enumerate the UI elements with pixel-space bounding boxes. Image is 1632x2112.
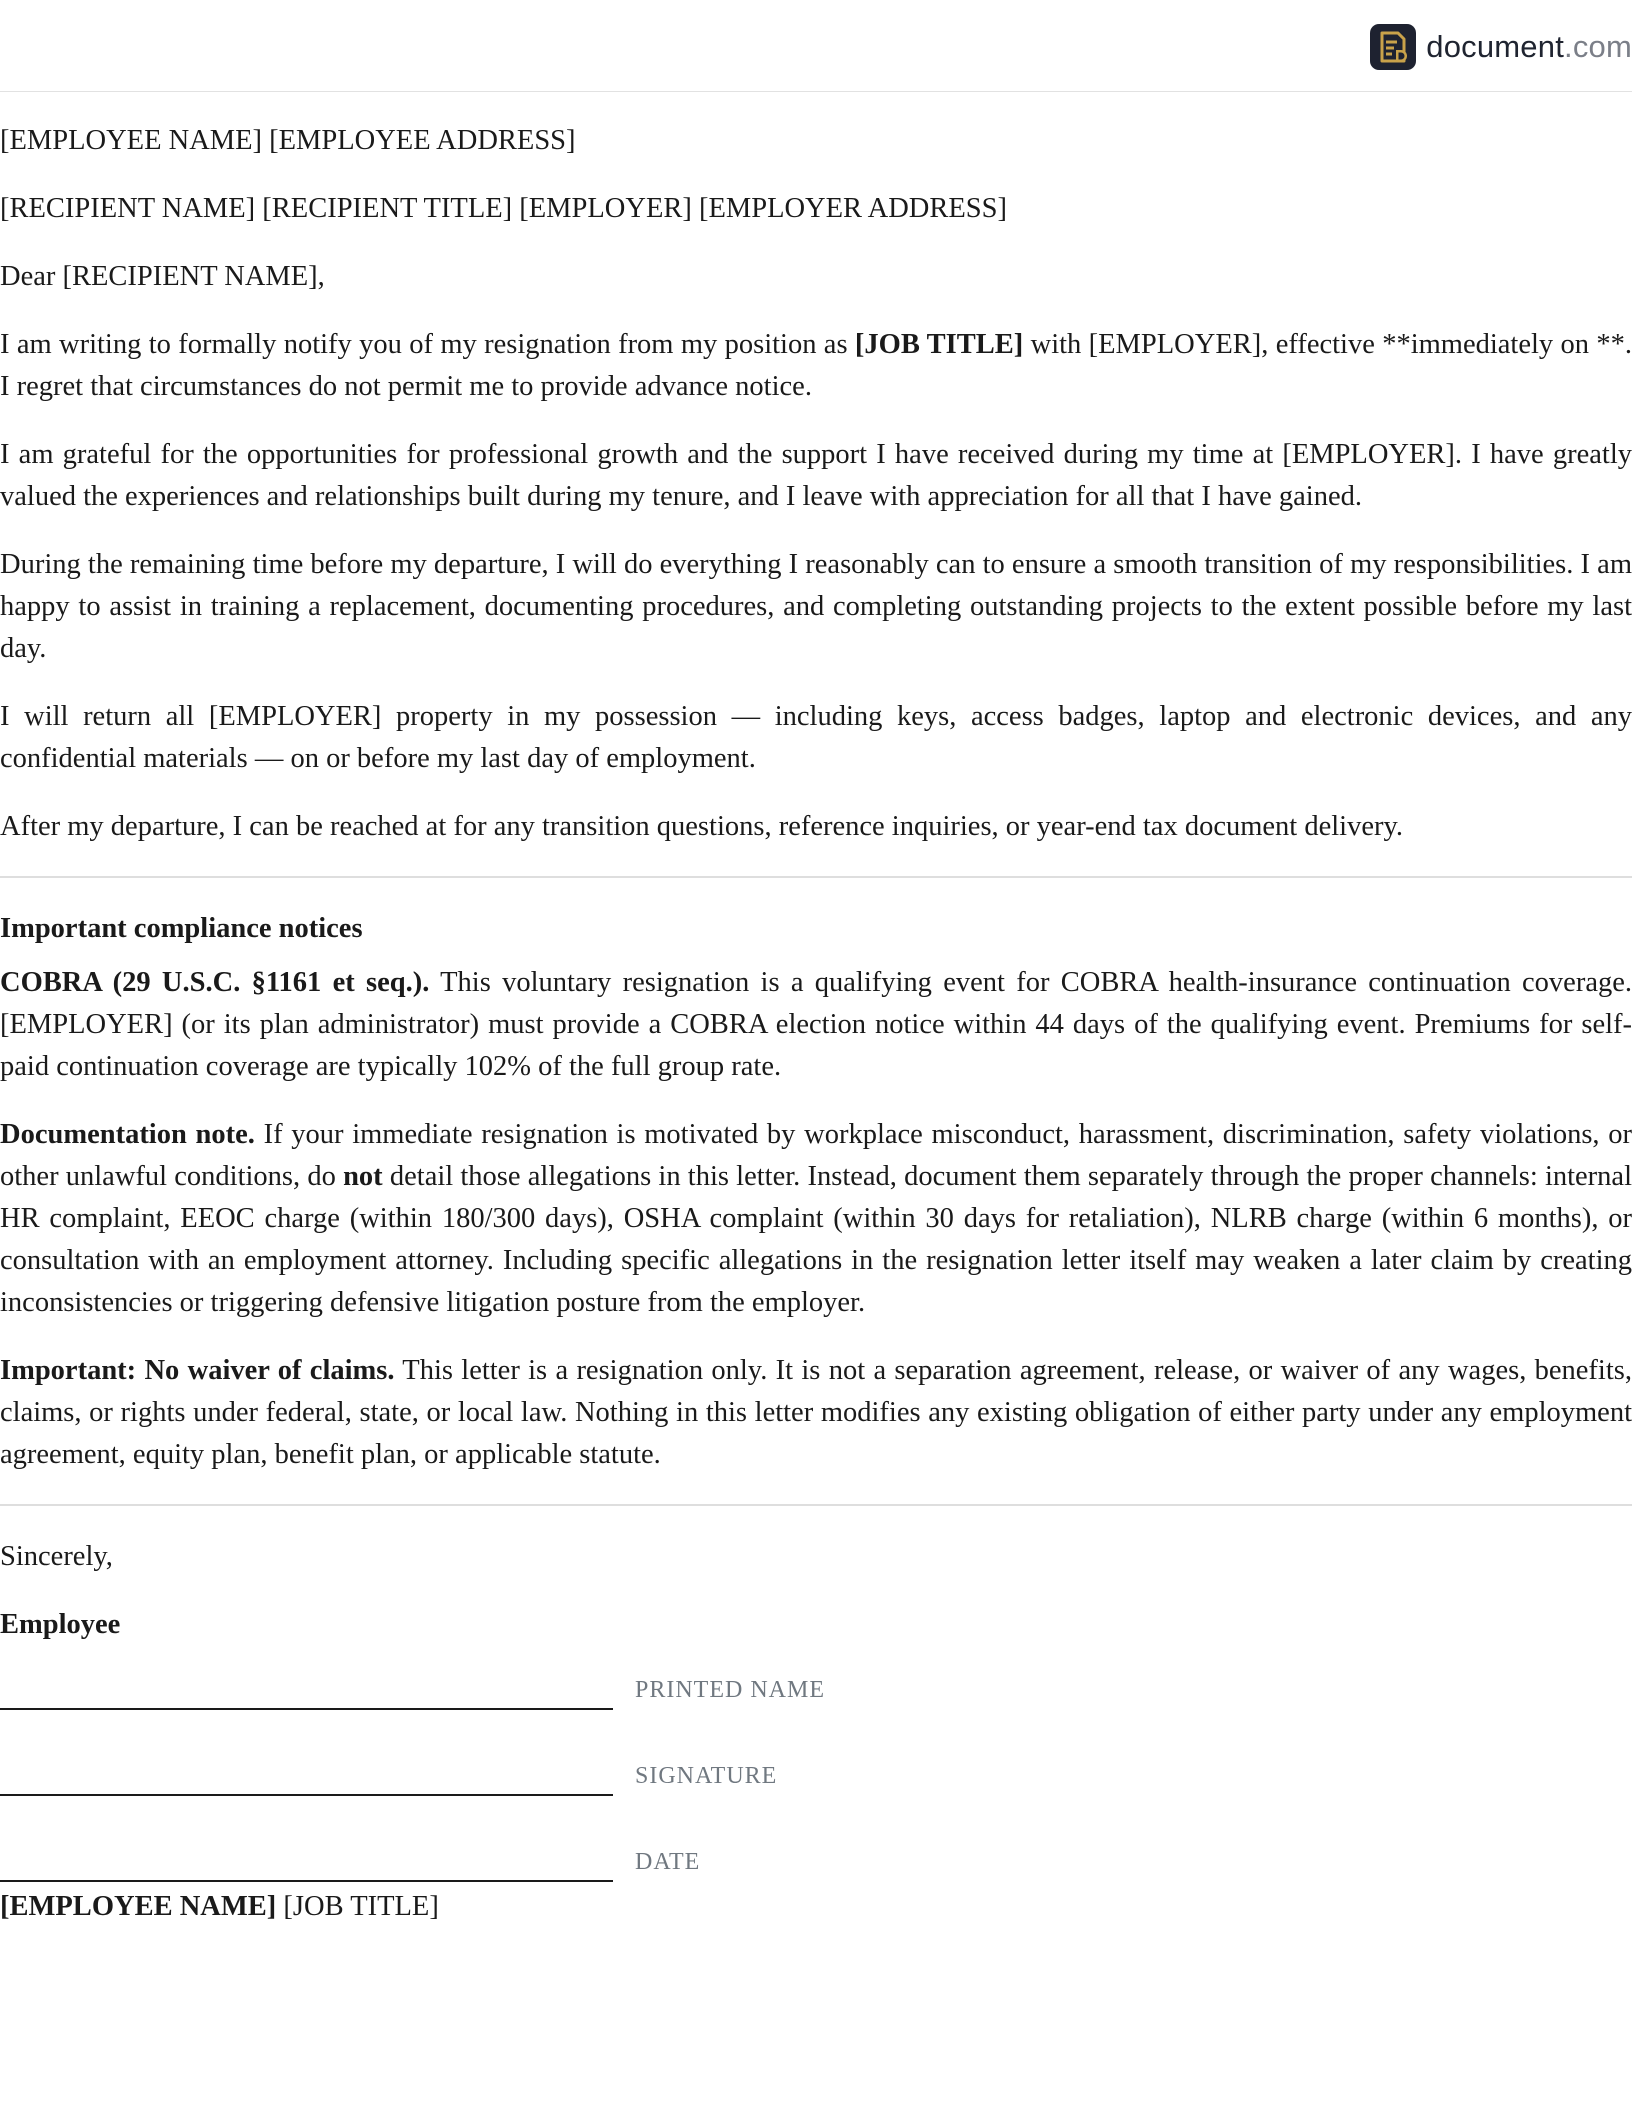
letter-body — [0, 120, 1632, 1954]
signature-label: SIGNATURE — [635, 1763, 778, 1789]
notice-waiver — [0, 1350, 1632, 1476]
notice-cobra-title: COBRA (29 U.S.C. §1161 et seq.). — [0, 967, 430, 998]
date-field[interactable] — [0, 1822, 1000, 1882]
paragraph-notice-text-b: with [EMPLOYER], effective **immediately on **. I regret that circumstances do not permit me to provide advance notice. — [0, 329, 1632, 402]
paragraph-notice — [0, 324, 1632, 408]
salutation: Dear [RECIPIENT NAME], — [0, 261, 325, 292]
printed-name-line — [0, 1708, 613, 1710]
signing-party: Employee — [0, 1609, 121, 1640]
notice-cobra-body: This voluntary resignation is a qualifying event for COBRA health-insurance continuation coverage. [EMPLOYER] (or its plan administrator) must provide a COBRA election notice within 44 days of the qualifying event. Premiums for self-paid continuation coverage are typically 102% of the full group rate. — [0, 967, 1632, 1082]
notice-waiver-title: Important: No waiver of claims. — [0, 1355, 395, 1386]
job-title-placeholder: [JOB TITLE] — [854, 329, 1024, 360]
notices-heading: Important compliance notices — [0, 913, 363, 944]
printed-name-field[interactable] — [0, 1650, 1000, 1710]
paragraph-gratitude: I am grateful for the opportunities for professional growth and the support I have received during my time at [EMPLOYER]. I have greatly valued the experiences and relationships built during my tenure, and I leave with appreciation for all that I have gained. — [0, 439, 1632, 512]
paragraph-contact: After my departure, I can be reached at for any transition questions, reference inquiries, or year-end tax document delivery. — [0, 811, 1403, 842]
section-divider — [0, 1504, 1632, 1506]
notice-documentation — [0, 1114, 1632, 1324]
employee-job-title-placeholder: [JOB TITLE] — [276, 1891, 439, 1922]
brand-wordmark — [1426, 24, 1632, 70]
signature-field[interactable] — [0, 1736, 1000, 1796]
valediction: Sincerely, — [0, 1541, 113, 1572]
document-logo-icon — [1370, 24, 1416, 70]
paragraph-transition: During the remaining time before my departure, I will do everything I reasonably can to ensure a smooth transition of my responsibilities. I am happy to assist in training a replacement, documenting procedures, and completing outstanding projects to the extent possible before my last day. — [0, 549, 1632, 664]
date-label: DATE — [635, 1849, 701, 1875]
date-line — [0, 1880, 613, 1882]
paragraph-property: I will return all [EMPLOYER] property in my possession — including keys, access badges, laptop and electronic devices, and any confidential materials — on or before my last day of employment. — [0, 701, 1632, 774]
signature-line — [0, 1794, 613, 1796]
page-header — [0, 0, 1632, 92]
notice-documentation-title: Documentation note. — [0, 1119, 255, 1150]
section-divider — [0, 876, 1632, 878]
brand-tld: .com — [1564, 29, 1632, 64]
notice-waiver-body: This letter is a resignation only. It is not a separation agreement, release, or waiver of any wages, benefits, claims, or rights under federal, state, or local law. Nothing in this letter modifies any existing obligation of either party under any employment agreement, equity plan, benefit plan, or applicable statute. — [0, 1355, 1632, 1470]
employee-name-placeholder: [EMPLOYEE NAME] — [0, 1891, 277, 1922]
sender-line: [EMPLOYEE NAME] [EMPLOYEE ADDRESS] — [0, 125, 576, 156]
notice-documentation-emphasis: not — [343, 1161, 383, 1192]
notice-documentation-body-a: If your immediate resignation is motivated by workplace misconduct, harassment, discrimination, safety violations, or other unlawful conditions, do — [0, 1119, 1632, 1192]
brand-name: document — [1426, 29, 1565, 64]
brand-logo[interactable] — [1370, 24, 1632, 70]
printed-name-label: PRINTED NAME — [635, 1677, 825, 1703]
notice-cobra — [0, 962, 1632, 1088]
notice-documentation-body-b: detail those allegations in this letter. Instead, document them separately through the proper channels: internal HR complaint, EEOC charge (within 180/300 days), OSHA complaint (within 30 days for retaliation), NLRB charge (within 6 months), or consultation with an employment attorney. Including specific allegations in the resignation letter itself may weaken a later claim by creating inconsistencies or triggering defensive litigation posture from the employer. — [0, 1161, 1632, 1318]
paragraph-notice-text-a: I am writing to formally notify you of my resignation from my position as — [0, 329, 855, 360]
signature-block — [0, 1650, 1632, 1894]
recipient-line: [RECIPIENT NAME] [RECIPIENT TITLE] [EMPLOYER] [EMPLOYER ADDRESS] — [0, 193, 1007, 224]
